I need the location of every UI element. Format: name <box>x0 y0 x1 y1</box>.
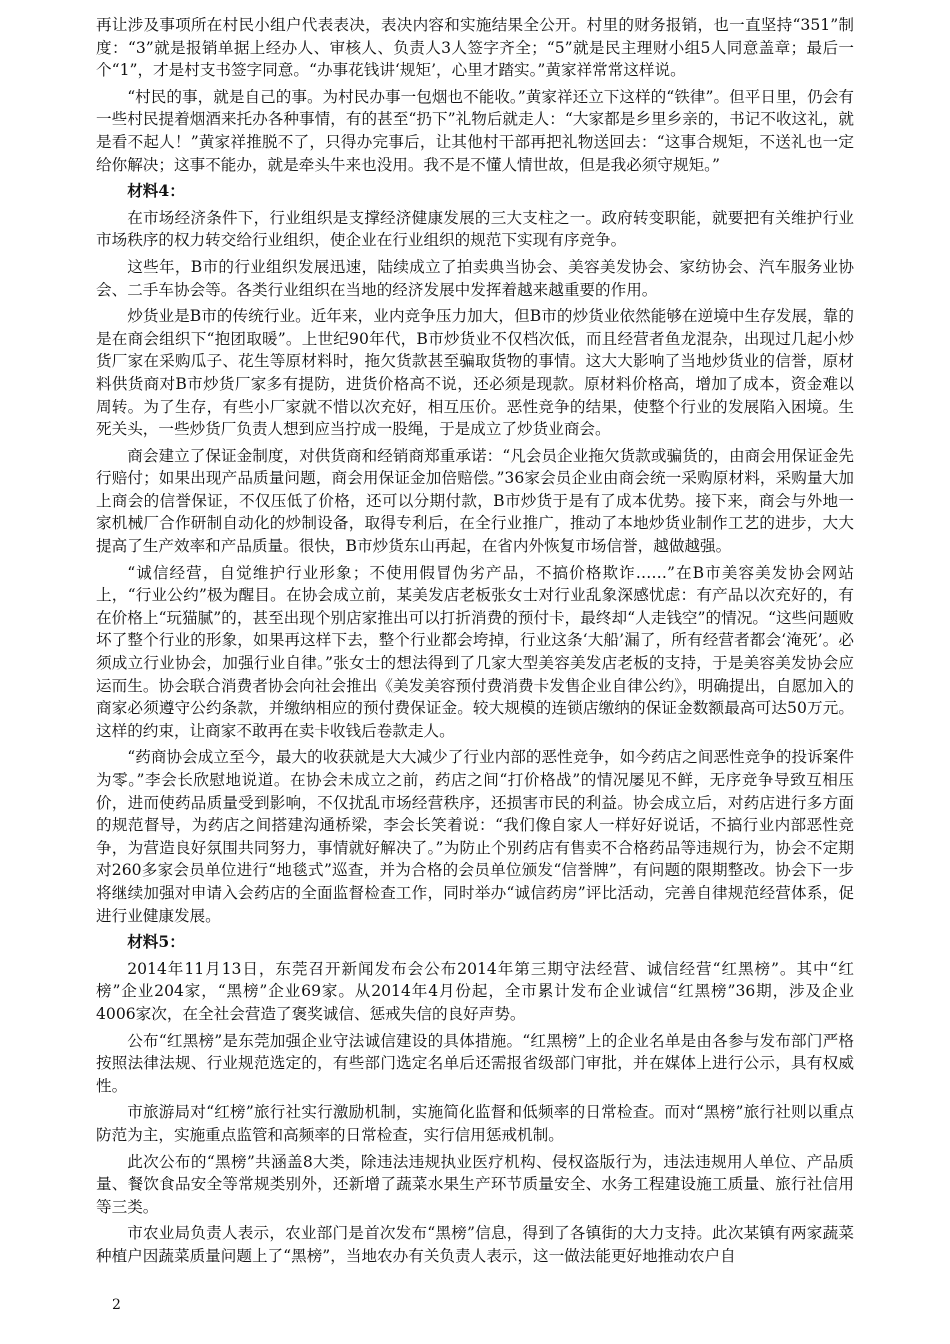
paragraph: “诚信经营，自觉维护行业形象；不使用假冒伪劣产品，不搞价格欺诈……”在B市美容美发协会网站上，“行业公约”极为醒目。在协会成立前，某美发店老板张女士对行业乱象深感忧虑：有产品以次充好的，有在价格上“玩猫腻”的，甚至出现个别店家推出可以打折消费的预付卡，最终却“人走钱空”的情况。“这些问题败坏了整个行业的形象，如果再这样下去，整个行业都会垮掉，行业这条‘大船’漏了，所有经营者都会‘淹死’。必须成立行业协会，加强行业自律。”张女士的想法得到了几家大型美容美发店老板的支持，于是美容美发协会应运而生。协会联合消费者协会向社会推出《美发美容预付费消费卡发售企业自律公约》，明确提出，自愿加入的商家必须遵守公约条款，并缴纳相应的预付费保证金。较大规模的连锁店缴纳的保证金数额最高可达50万元。这样的约束，让商家不敢再在卖卡收钱后卷款走人。 <box>96 563 854 740</box>
paragraph: 这些年，B市的行业组织发展迅速，陆续成立了拍卖典当协会、美容美发协会、家纺协会、汽车服务业协会、二手车协会等。各类行业组织在当地的经济发展中发挥着越来越重要的作用。 <box>96 257 854 299</box>
paragraph: “村民的事，就是自己的事。为村民办事一包烟也不能收。”黄家祥还立下这样的“铁律”。但平日里，仍会有一些村民提着烟酒来托办各种事情，有的甚至“扔下”礼物后就走人：“大家都是乡里乡亲的，书记不收这礼，就是看不起人！”黄家祥推脱不了，只得办完事后，让其他村干部再把礼物送回去：“这事合规矩，不送礼也一定给你解决；这事不能办，就是牵头牛来也没用。我不是不懂人情世故，但是我必须守规矩。” <box>96 87 854 174</box>
paragraph: 再让涉及事项所在村民小组户代表表决，表决内容和实施结果全公开。村里的财务报销，也一直坚持“351”制度：“3”就是报销单据上经办人、审核人、负责人3人签字齐全；“5”就是民主理财小组5人同意盖章；最后一个“1”，才是村支书签字同意。“办事花钱讲‘规矩’，心里才踏实。”黄家祥常常这样说。 <box>96 16 854 80</box>
paragraph: 商会建立了保证金制度，对供货商和经销商郑重承诺：“凡会员企业拖欠货款或骗货的，由商会用保证金先行赔付；如果出现产品质量问题，商会用保证金加倍赔偿。”36家会员企业由商会统一采购原材料，采购量大加上商会的信誉保证，不仅压低了价格，还可以分期付款，B市炒货于是有了成本优势。接下来，商会与外地一家机械厂合作研制自动化的炒制设备，取得专利后，在全行业推广，推动了本地炒货业制作工艺的进步，大大提高了生产效率和产品质量。很快，B市炒货东山再起，在省内外恢复市场信誉，越做越强。 <box>96 446 854 556</box>
paragraph: “药商协会成立至今，最大的收获就是大大减少了行业内部的恶性竞争，如今药店之间恶性竞争的投诉案件为零。”李会长欣慰地说道。在协会未成立之前，药店之间“打价格战”的情况屡见不鲜，无序竞争导致互相压价，进而使药品质量受到影响，不仅扰乱市场经营秩序，还损害市民的利益。协会成立后，对药店进行多方面的规范督导，为药店之间搭建沟通桥梁，李会长笑着说：“我们像自家人一样好好说话，不搞行业内部恶性竞争，为营造良好氛围共同努力，事情就好解决了。”为防止个别药店有售卖不合格药品等违规行为，协会不定期对260多家会员单位进行“地毯式”巡查，并为合格的会员单位颁发“信誉牌”，有问题的限期整改。协会下一步将继续加强对申请入会药店的全面监督检查工作，同时举办“诚信药房”评比活动，完善自律规范经营体系，促进行业健康发展。 <box>96 748 854 925</box>
paragraph: 此次公布的“黑榜”共涵盖8大类，除违法违规执业医疗机构、侵权盗版行为，违法违规用人单位、产品质量、餐饮食品安全等常规类别外，还新增了蔬菜水果生产环节质量安全、水务工程建设施工质量、旅行社信用等三类。 <box>96 1152 854 1216</box>
paragraph: 公布“红黑榜”是东莞加强企业守法诚信建设的具体措施。“红黑榜”上的企业名单是由各参与发布部门严格按照法律法规、行业规范选定的，有些部门选定名单后还需报省级部门审批，并在媒体上进行公示，具有权威性。 <box>96 1031 854 1095</box>
paragraph: 市旅游局对“红榜”旅行社实行激励机制，实施简化监督和低频率的日常检查。而对“黑榜”旅行社则以重点防范为主，实施重点监管和高频率的日常检查，实行信用惩戒机制。 <box>96 1103 854 1144</box>
section-heading: 材料5： <box>127 932 185 952</box>
paragraph: 炒货业是B市的传统行业。近年来，业内竞争压力加大，但B市的炒货业依然能够在逆境中生存发展，靠的是在商会组织下“抱团取暖”。上世纪90年代，B市炒货业不仅档次低，而且经营者鱼龙混杂，出现过几起小炒货厂家在采购瓜子、花生等原材料时，拖欠货款甚至骗取货物的事情。这大大影响了当地炒货业的信誉，原材料供货商对B市炒货厂家多有提防，进货价格高不说，还必须是现款。原材料价格高，增加了成本，资金难以周转。为了生存，有些小厂家就不惜以次充好，相互压价。恶性竞争的结果，使整个行业的发展陷入困境。生死关头，一些炒货厂负责人想到应当拧成一股绳，于是成立了炒货业商会。 <box>96 307 854 439</box>
section-heading: 材料4： <box>127 181 185 201</box>
paragraph: 在市场经济条件下，行业组织是支撑经济健康发展的三大支柱之一。政府转变职能，就要把有关维护行业市场秩序的权力转交给行业组织，使企业在行业组织的规范下实现有序竞争。 <box>96 208 854 250</box>
document-body <box>96 14 854 1271</box>
paragraph: 2014年11月13日，东莞召开新闻发布会公布2014年第三期守法经营、诚信经营“红黑榜”。其中“红榜”企业204家，“黑榜”企业69家。从2014年4月份起，全市累计发布企业诚信“红黑榜”36期，涉及企业4006家次，在全社会营造了褒奖诚信、惩戒失信的良好声势。 <box>96 959 854 1023</box>
paragraph: 市农业局负责人表示，农业部门是首次发布“黑榜”信息，得到了各镇街的大力支持。此次某镇有两家蔬菜种植户因蔬菜质量问题上了“黑榜”，当地农办有关负责人表示，这一做法能更好地推动农户自 <box>96 1224 854 1265</box>
page-number: 2 <box>112 1297 121 1313</box>
